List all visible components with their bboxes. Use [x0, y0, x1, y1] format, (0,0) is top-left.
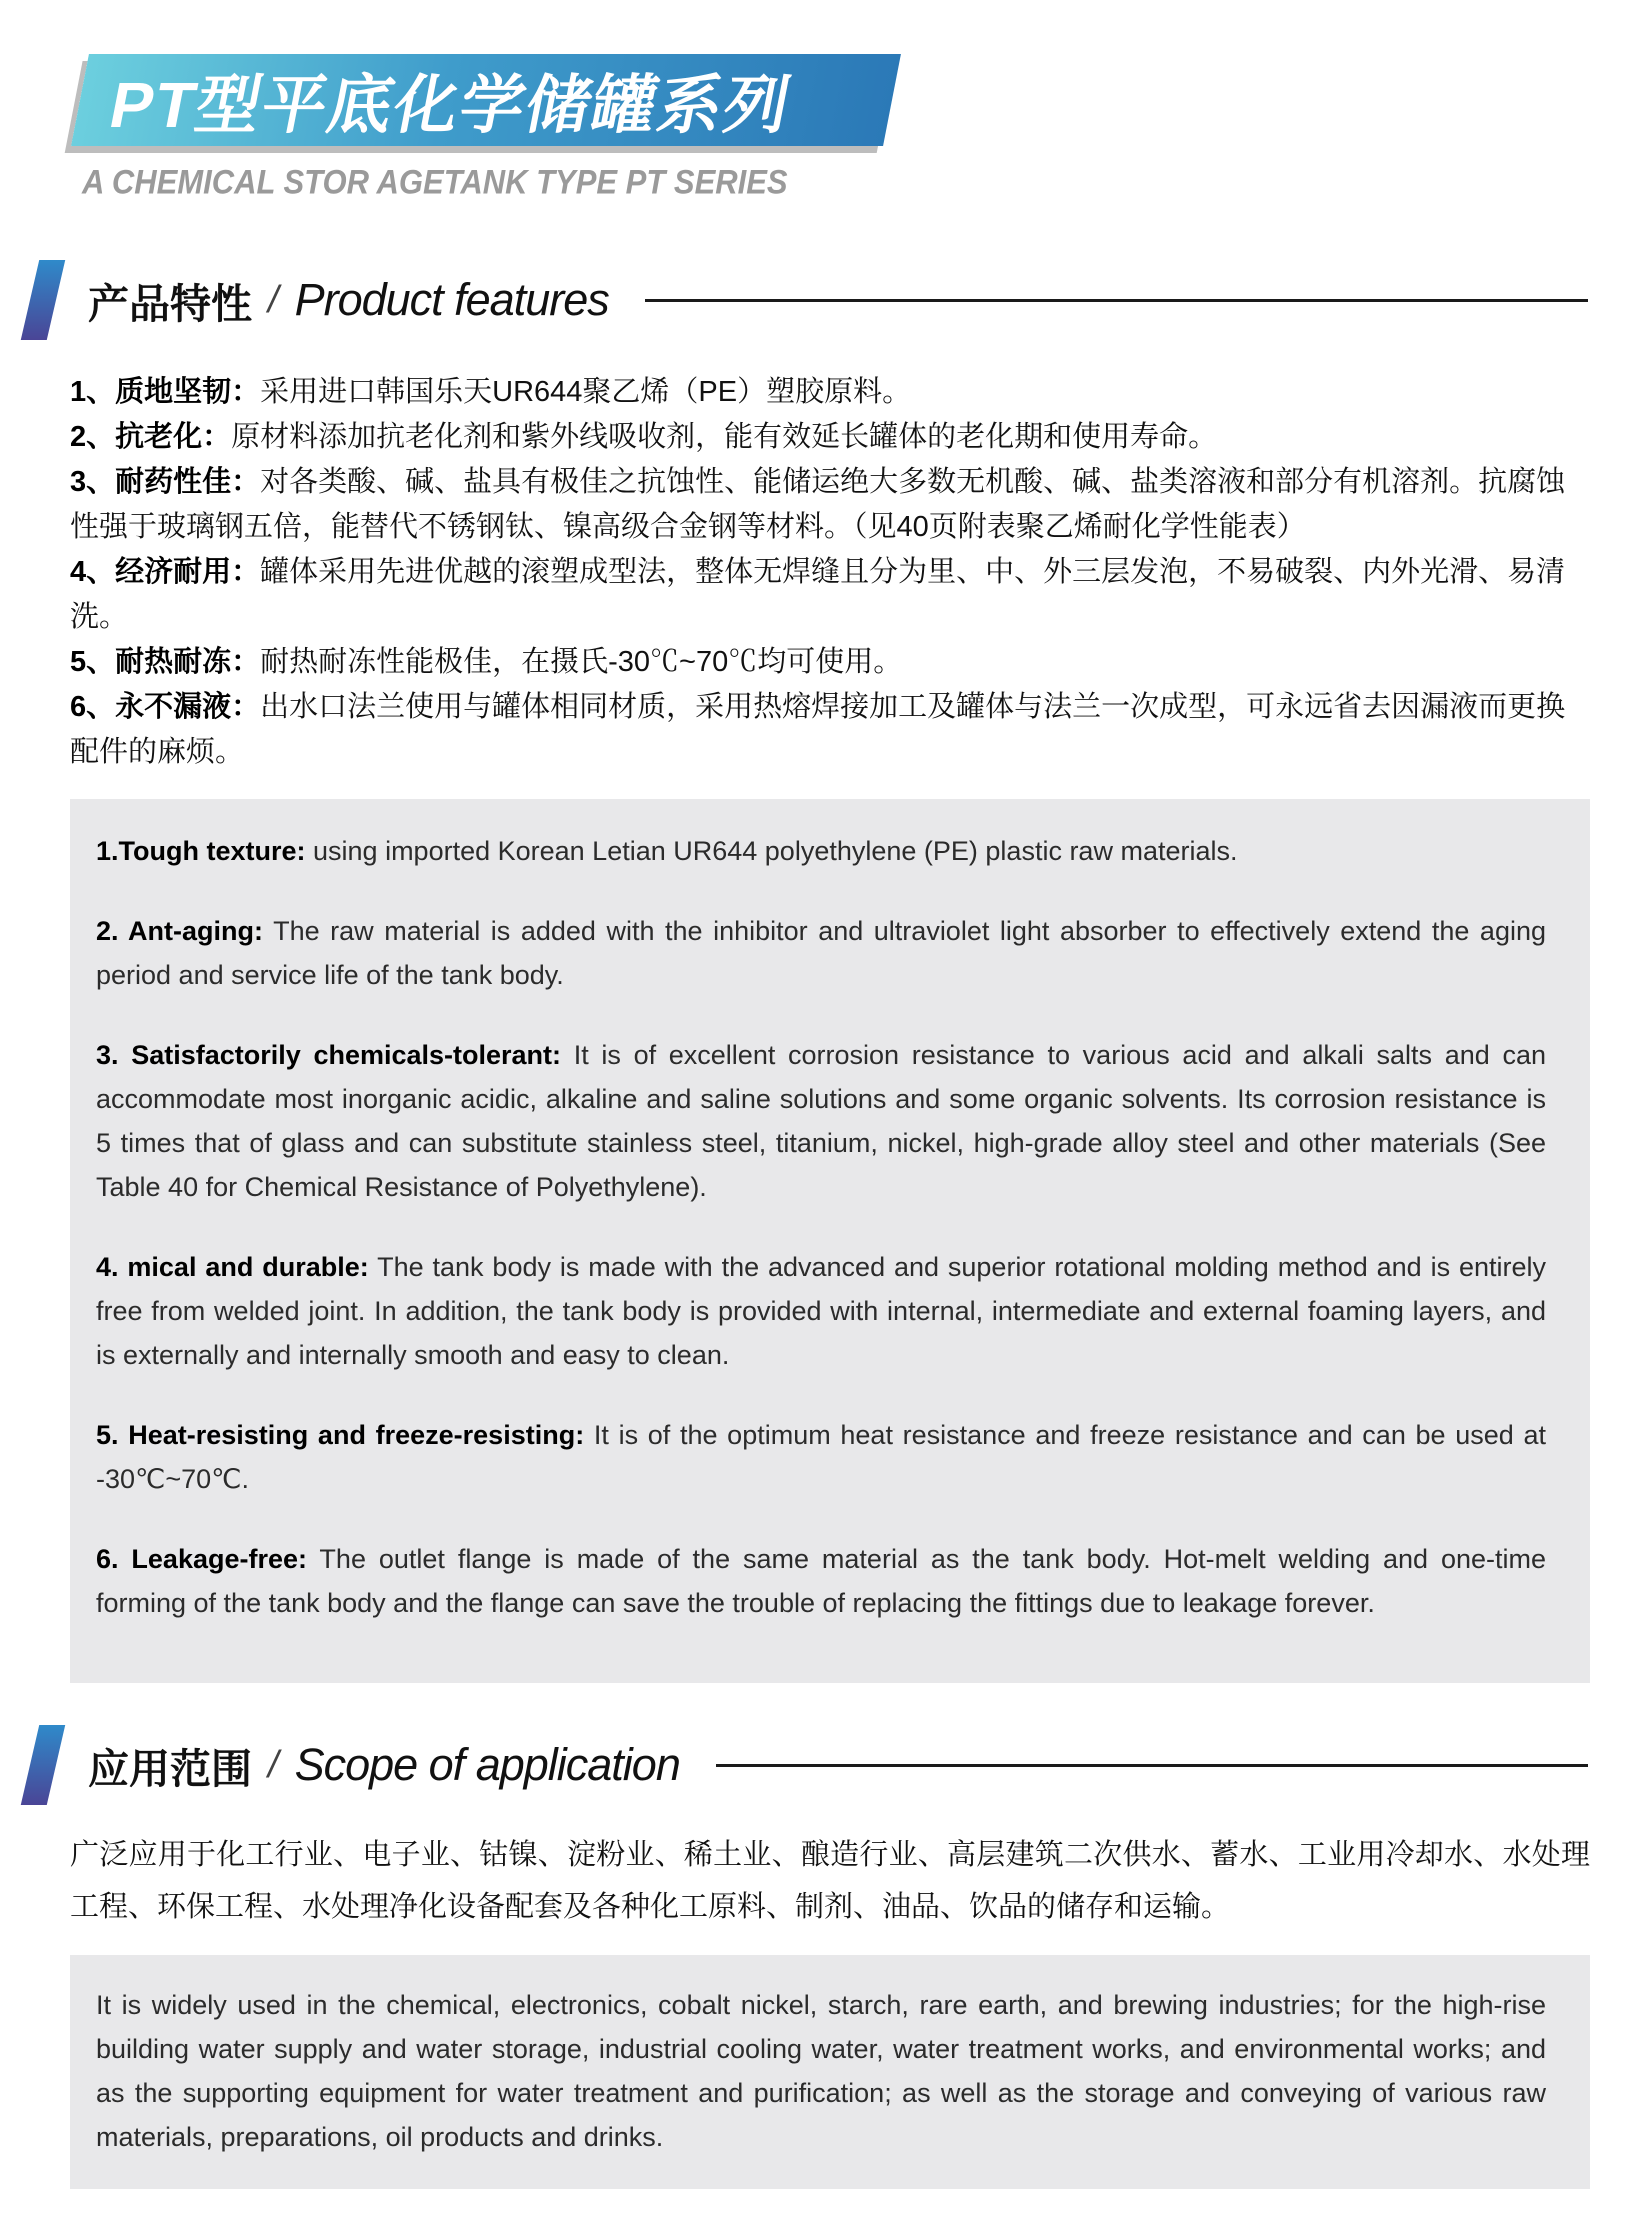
section-header-product-features: [30, 260, 1588, 340]
feature-list-zh: [70, 370, 1590, 775]
feature-text: 采用进口韩国乐天UR644聚乙烯（PE）塑胶原料。: [260, 376, 912, 408]
feature-item-zh-4: [70, 550, 1590, 640]
feature-paragraph-en-2: [96, 909, 1546, 997]
feature-paragraph-en-4: [96, 1245, 1546, 1377]
feature-item-zh-3: [70, 460, 1590, 550]
page-title: PT型平底化学储罐系列: [104, 69, 798, 141]
feature-paragraph-en-6: [96, 1537, 1546, 1625]
paragraph-lead: 5. Heat-resisting and freeze-resisting:: [96, 1420, 585, 1450]
feature-lead: 6、永不漏液：: [70, 691, 261, 723]
section-rule: [645, 299, 1588, 302]
application-en-box: [70, 1955, 1590, 2189]
feature-lead: 2、抗老化：: [70, 421, 232, 453]
section-header-scope-of-application: [30, 1725, 1588, 1805]
feature-item-zh-2: [70, 415, 1590, 460]
section-marker: [21, 1725, 65, 1805]
section-slash: /: [268, 278, 279, 321]
feature-paragraph-en-1: [96, 829, 1546, 873]
section-marker: [21, 260, 65, 340]
feature-text: 原材料添加抗老化剂和紫外线吸收剂，能有效延长罐体的老化期和使用寿命。: [231, 421, 1218, 453]
section-rule: [716, 1764, 1588, 1767]
feature-text: 耐热耐冻性能极佳，在摄氏-30℃~70℃均可使用。: [260, 646, 903, 678]
paragraph-text: The tank body is made with the advanced and superior rotational molding method and is entirely free from welded joint. In addition, the tank body is provided with internal, intermediate and external foaming layers, and is externally and internally smooth and easy to clean.: [96, 1252, 1546, 1370]
header-banner: [71, 54, 901, 146]
feature-text: 对各类酸、碱、盐具有极佳之抗蚀性、能储运绝大多数无机酸、碱、盐类溶液和部分有机溶剂。抗腐蚀性强于玻璃钢五倍，能替代不锈钢钛、镍高级合金钢等材料。（见40页附表聚乙烯耐化学性能表）: [70, 466, 1566, 543]
page: [0, 54, 1648, 2222]
feature-paragraph-en-5: [96, 1413, 1546, 1501]
feature-text: 出水口法兰使用与罐体相同材质，采用热熔焊接加工及罐体与法兰一次成型，可永远省去因漏液而更换配件的麻烦。: [70, 691, 1566, 768]
feature-lead: 5、耐热耐冻：: [70, 646, 261, 678]
feature-item-zh-6: [70, 685, 1590, 775]
application-text-zh: 广泛应用于化工行业、电子业、钴镍、淀粉业、稀土业、酿造行业、高层建筑二次供水、蓄水、工业用冷却水、水处理工程、环保工程、水处理净化设备配套及各种化工原料、制剂、油品、饮品的储存和运输。: [70, 1839, 1590, 1923]
feature-lead: 3、耐药性佳：: [70, 466, 261, 498]
paragraph-lead: 3. Satisfactorily chemicals-tolerant:: [96, 1040, 562, 1070]
section-title-zh: 应用范围: [88, 1745, 252, 1792]
features-en-box: [70, 799, 1590, 1683]
page-subtitle: A CHEMICAL STOR AGETANK TYPE PT SERIES: [82, 162, 788, 202]
section-slash: /: [268, 1743, 279, 1786]
feature-paragraph-en-3: [96, 1033, 1546, 1209]
section-title-zh: 产品特性: [88, 280, 252, 327]
feature-item-zh-1: [70, 370, 1590, 415]
paragraph-text: The raw material is added with the inhibitor and ultraviolet light absorber to effectively extend the aging period and service life of the tank body.: [96, 916, 1546, 990]
paragraph-text: It is of excellent corrosion resistance to various acid and alkali salts and can accommodate most inorganic acidic, alkaline and saline solutions and some organic solvents. Its corrosion resistance is 5 times that of glass and can substitute stainless steel, titanium, nickel, high-grade alloy steel and other materials (See Table 40 for Chemical Resistance of Polyethylene).: [96, 1040, 1546, 1202]
paragraph-lead: 2. Ant-aging:: [96, 916, 264, 946]
section-title-en: Product features: [294, 274, 609, 325]
paragraph-text: using imported Korean Letian UR644 polyethylene (PE) plastic raw materials.: [305, 836, 1238, 866]
paragraph-lead: 1.Tough texture:: [96, 836, 306, 866]
paragraph-lead: 6. Leakage-free:: [96, 1544, 308, 1574]
feature-lead: 1、质地坚韧：: [70, 376, 261, 408]
feature-lead: 4、经济耐用：: [70, 556, 261, 588]
paragraph-text: It is of the optimum heat resistance and freeze resistance and can be used at -30℃~70℃.: [96, 1420, 1546, 1494]
feature-text: 罐体采用先进优越的滚塑成型法，整体无焊缝且分为里、中、外三层发泡，不易破裂、内外光滑、易清洗。: [70, 556, 1566, 633]
paragraph-lead: 4. mical and durable:: [96, 1252, 369, 1282]
paragraph-text: The outlet flange is made of the same material as the tank body. Hot-melt welding and one-time forming of the tank body and the flange can save the trouble of replacing the fittings due to leakage forever.: [96, 1544, 1546, 1618]
feature-item-zh-5: [70, 640, 1590, 685]
application-text-en: It is widely used in the chemical, electronics, cobalt nickel, starch, rare earth, and brewing industries; for the high-rise building water supply and water storage, industrial cooling water, water treatment works, and environmental works; and as the supporting equipment for water treatment and purification; as well as the storage and conveying of various raw materials, preparations, oil products and drinks.: [96, 1990, 1546, 2152]
section-title-en: Scope of application: [294, 1739, 680, 1790]
